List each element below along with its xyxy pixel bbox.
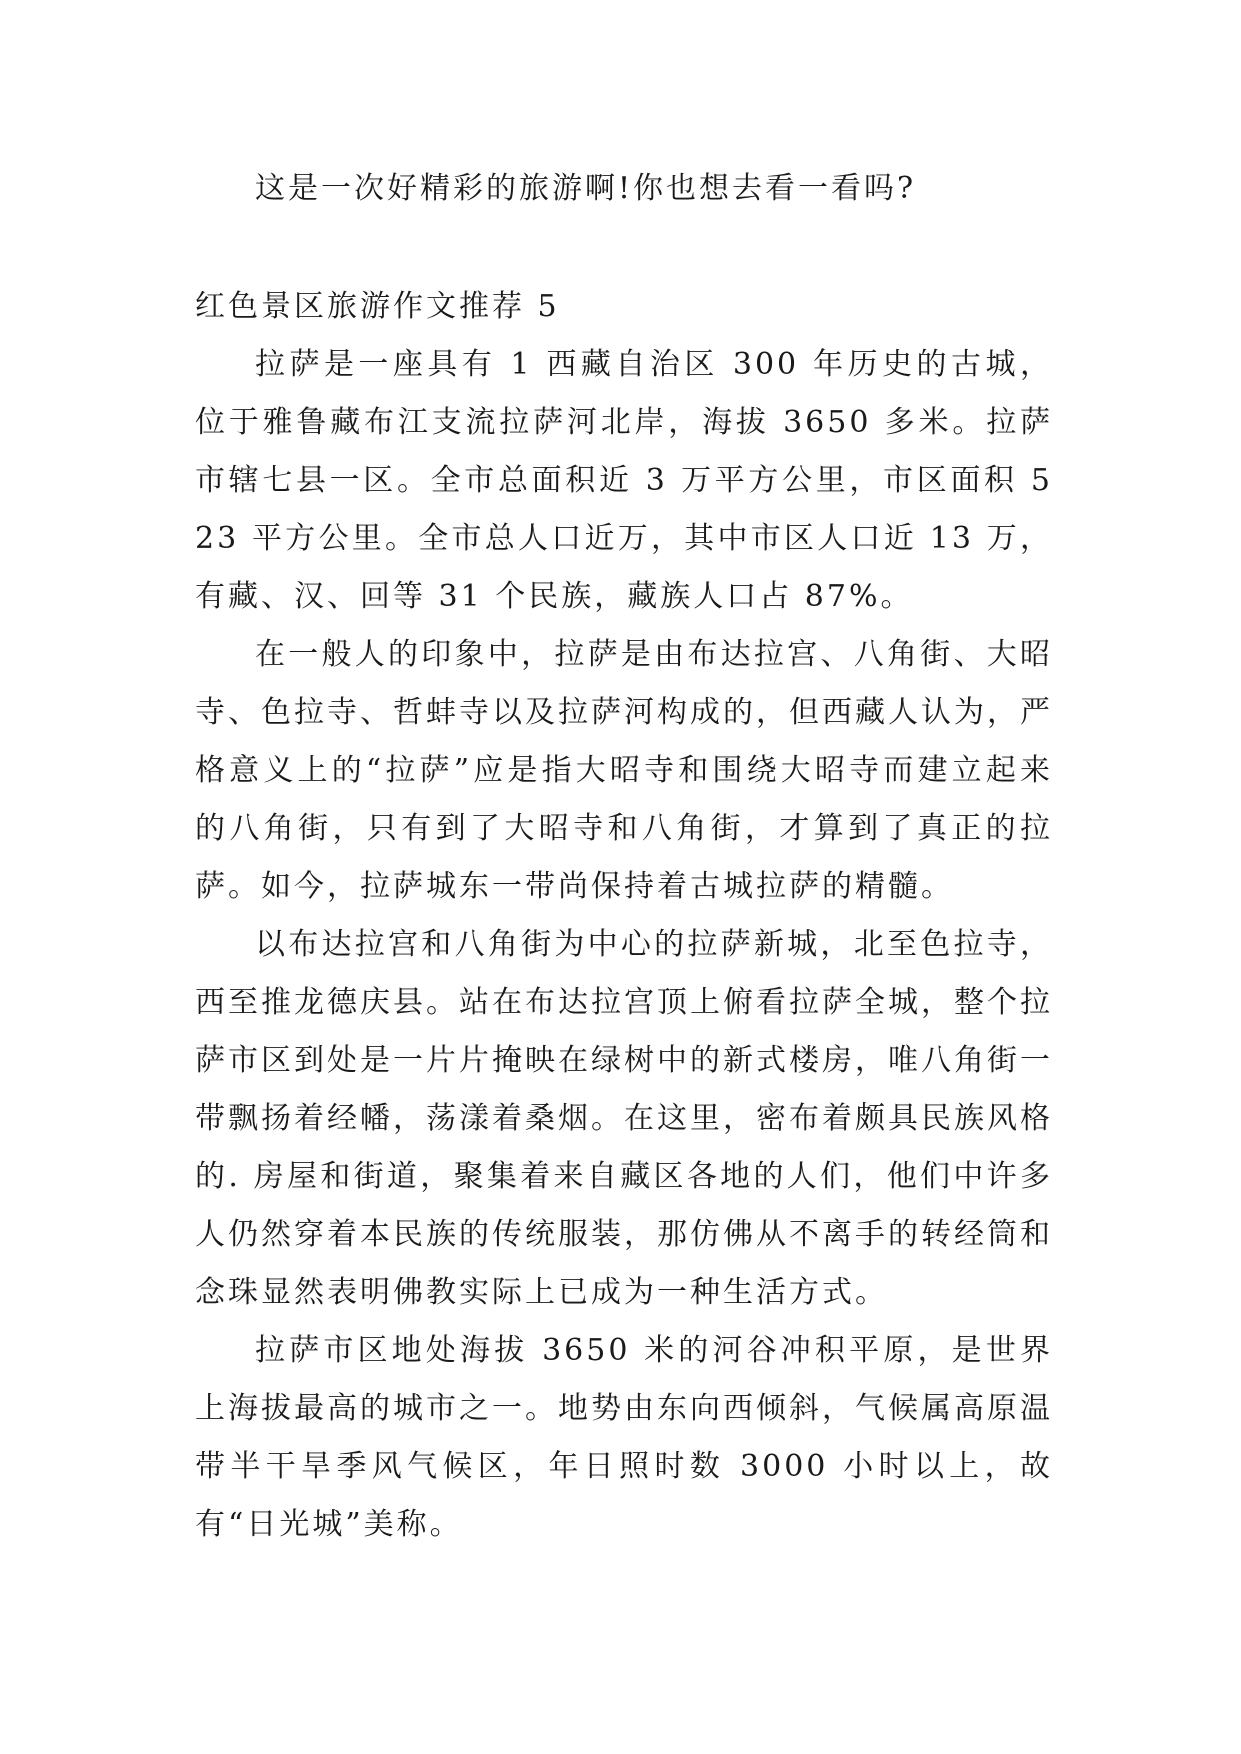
paragraph-2: 在一般人的印象中，拉萨是由布达拉宫、八角街、大昭寺、色拉寺、哲蚌寺以及拉萨河构成的，但西藏人认为，严格意义上的“拉萨”应是指大昭寺和围绕大昭寺而建立起来的八角街，只有到了大昭寺和八角街，才算到了真正的拉萨。如今，拉萨城东一带尚保持着古城拉萨的精髓。 — [195, 637, 1053, 904]
paragraph-3: 以布达拉宫和八角街为中心的拉萨新城，北至色拉寺，西至推龙德庆县。站在布达拉宫顶上俯看拉萨全城，整个拉萨市区到处是一片片掩映在绿树中的新式楼房，唯八角街一带飘扬着经幡，荡漾着桑烟。在这里，密布着颇具民族风格的. 房屋和街道，聚集着来自藏区各地的人们，他们中许多人仍然穿着本民族的传统服装，那仿佛从不离手的转经筒和念珠显然表明佛教实际上已成为一种生活方式。 — [195, 927, 1053, 1310]
section-title: 红色景区旅游作文推荐 5 — [195, 289, 560, 324]
intro-line: 这是一次好精彩的旅游啊!你也想去看一看吗? — [255, 171, 917, 206]
paragraph-4: 拉萨市区地处海拔 3650 米的河谷冲积平原，是世界上海拔最高的城市之一。地势由东向西倾斜，气候属高原温带半干旱季风气候区，年日照时数 3000 小时以上，故有“日光城”美称。 — [195, 1333, 1053, 1542]
paragraph-1: 拉萨是一座具有 1 西藏自治区 300 年历史的古城，位于雅鲁藏布江支流拉萨河北岸，海拔 3650 多米。拉萨市辖七县一区。全市总面积近 3 万平方公里，市区面积 523 平方公里。全市总人口近万，其中市区人口近 13 万，有藏、汉、回等 31 个民族，藏族人口占 87%。 — [195, 347, 1053, 614]
